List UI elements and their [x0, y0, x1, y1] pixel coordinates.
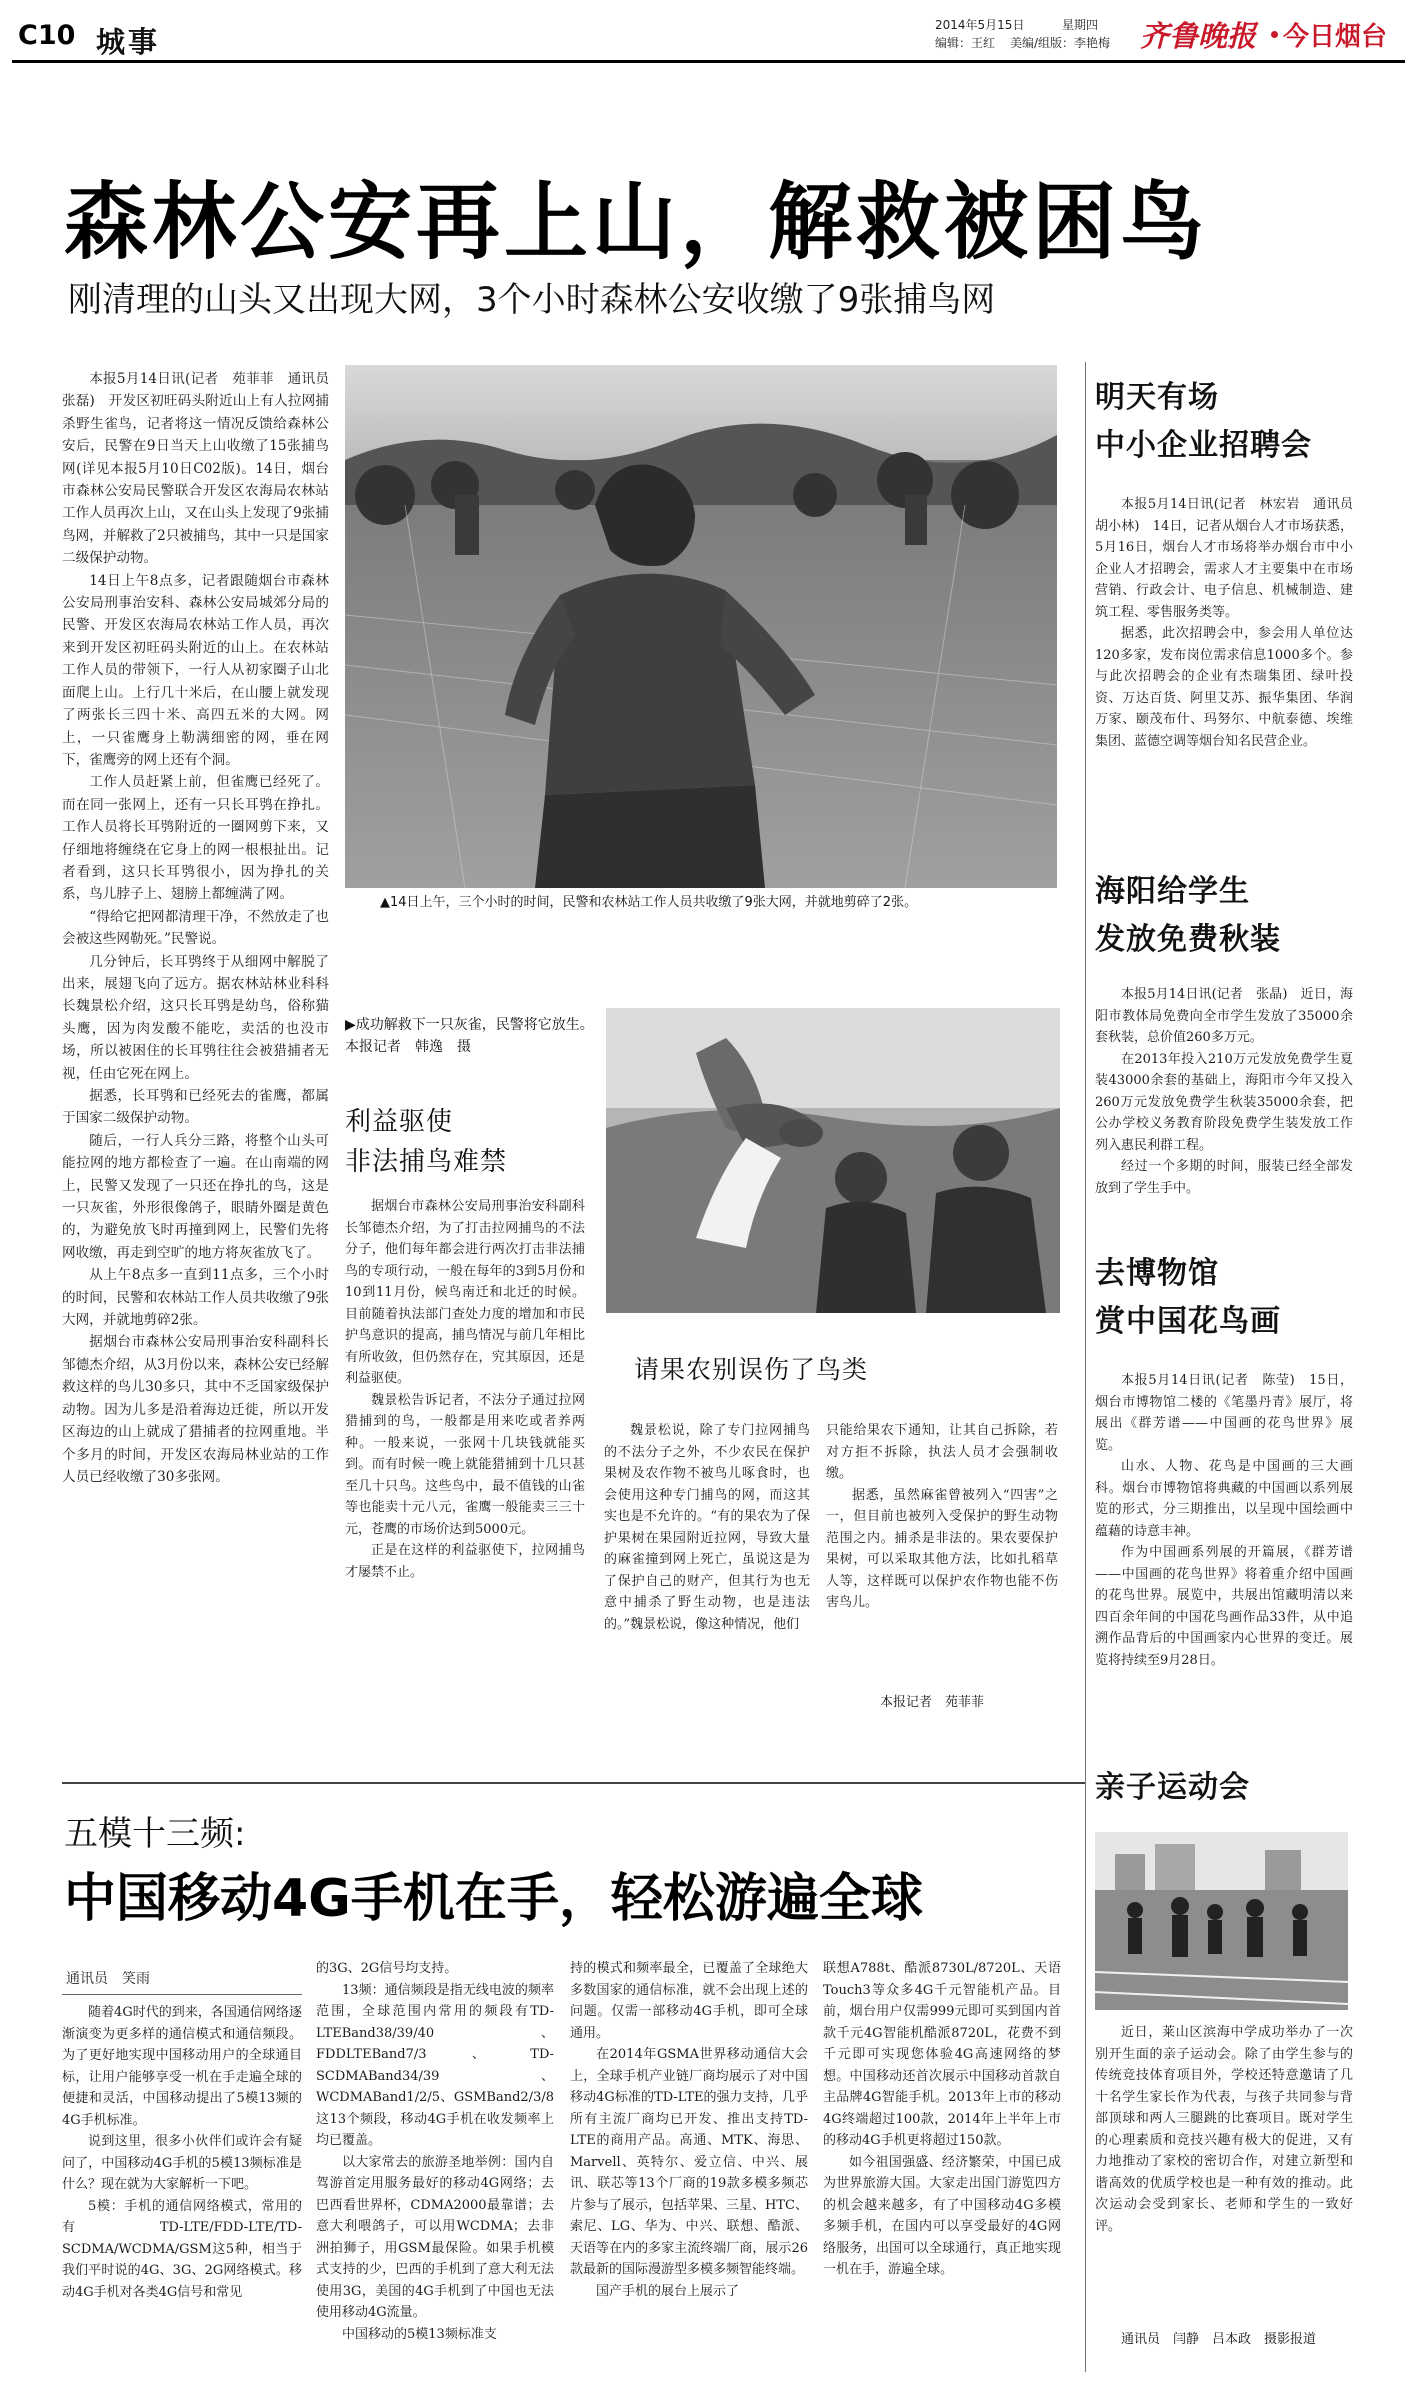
ad-paragraph: 说到这里，很多小伙伴们或许会有疑问了，中国移动4G手机的5模13频标准是什么？现在就为大家解析一下吧。 — [62, 2134, 302, 2192]
ad-headline: 中国移动4G手机在手，轻松游遍全球 — [64, 1869, 923, 1929]
column-divider — [1085, 1782, 1086, 2372]
ad-paragraph: 13频：通信频段是指无线电波的频率范围，全球范围内常用的频段有TD-LTEBand38/39/40、FDDLTEBand7/3、TD-SCDMABand34/39、WCDMABand1/2/5、GSMBand2/3/8这13个频段，移动4G手机在收发频率上均已覆盖。 — [316, 1982, 554, 2148]
lead-paragraph: 14日上午8点多，记者跟随烟台市森林公安局刑事治安科、森林公安局城郊分局的民警、开发区农海局农林站工作人员，再次来到开发区初旺码头附近的山上。在农林站工作人员的带领下，一行人从初家圈子山北面爬上山。上行几十米后，在山腰上就发现了两张长三四十米、高四五米的大网。网上，一只雀鹰身上勒满细密的网，垂在网下，雀鹰旁的网上还有个洞。 — [62, 572, 329, 768]
lead-story-column — [62, 368, 343, 1783]
ad-byline-rule — [62, 1994, 302, 1995]
ad-column-2 — [316, 1958, 554, 2372]
lead-headline: 森林公安再上山，解救被困鸟 — [64, 173, 1209, 271]
lead-paragraph: 几分钟后，长耳鸮终于从细网中解脱了出来，展翅飞向了远方。据农林站林业科科长魏景松介绍，这只长耳鸮是幼鸟，俗称猫头鹰，因为肉发酸不能吃，卖活的也没市场，所以被困住的长耳鸮往往会被猎捕者无视，任由它死在网上。 — [62, 953, 329, 1082]
sidebar-s2-title-a: 海阳给学生 — [1095, 874, 1250, 909]
ad-paragraph: 在2014年GSMA世界移动通信大会上，全球手机产业链厂商均展示了对中国移动4G标准的TD-LTE的强力支持，几乎所有主流厂商均已开发、推出支持TD-LTE的商用产品。高通、MTK、海思、Marvell、英特尔、爱立信、中兴、展讯、联芯等13个厂商的19款多模多频芯片参与了展示，包括苹果、三星、HTC、索尼、LG、华为、中兴、联想、酷派、天语等在内的多家主流终端厂商，展示26款最新的国际漫游型多模多频智能终端。 — [570, 2047, 808, 2277]
bird-release-illustration — [606, 1008, 1060, 1313]
section-name: 城事 — [96, 25, 161, 59]
sidebar-s1-title-a: 明天有场 — [1095, 380, 1219, 415]
sidebar-s2-title-b: 发放免费秋装 — [1095, 922, 1281, 957]
subhead-profit-title-a: 利益驱使 — [345, 1107, 454, 1137]
subhead-profit-title-b: 非法捕鸟难禁 — [345, 1147, 508, 1177]
ad-paragraph: 持的模式和频率最全，已覆盖了全球绝大多数国家的通信标准，就不会出现上述的问题。仅需一部移动4G手机，即可全球通用。 — [570, 1961, 808, 2041]
lead-paragraph: “得给它把网都清理干净，不然放走了也会被这些网勒死。”民警说。 — [62, 908, 329, 948]
lead-subhead: 刚清理的山头又出现大网，3个小时森林公安收缴了9张捕鸟网 — [68, 280, 996, 320]
lead-paragraph: 据烟台市森林公安局刑事治安科副科长邹德杰介绍，从3月份以来，森林公安已经解救这样的鸟儿30多只，其中不乏国家级保护动物。因为儿多是沿着海边迁徙，所以开发区海边的山上就成了猎捕者的拉网重地。半个多月的时间，开发区农海局林业站的工作人员已经收缴了30多张网。 — [62, 1334, 329, 1485]
lead-paragraph: 随后，一行人兵分三路，将整个山头可能拉网的地方都检查了一遍。在山南端的网上，民警又发现了一只还在挣扎的鸟，这是一只灰雀，外形很像鸽子，眼睛外圈是黄色的，为避免放飞时再撞到网上，民警们先将网收缴，再走到空旷的地方将灰雀放飞了。 — [62, 1132, 329, 1261]
farmers-byline: 本报记者 苑菲菲 — [880, 1695, 985, 1710]
header-date: 2014年5月15日 — [935, 18, 1025, 32]
sidebar-s3-body — [1095, 1370, 1353, 1730]
ad-paragraph: 国产手机的展台上展示了 — [596, 2283, 740, 2299]
ad-paragraph: 的3G、2G信号均支持。 — [316, 1961, 458, 1976]
lead-paragraph: 工作人员赶紧上前，但雀鹰已经死了。而在同一张网上，还有一只长耳鸮在挣扎。工作人员将长耳鸮附近的一圈网剪下来，又仔细地将缠绕在它身上的网一根根扯出。记者看到，这只长耳鸮很小，因为挣扎的关系，鸟儿脖子上、翅膀上都缠满了网。 — [62, 774, 329, 903]
profit-paragraph: 正是在这样的利益驱使下，拉网捕鸟才屡禁不止。 — [345, 1543, 585, 1580]
sidebar-s4-body — [1095, 2022, 1353, 2332]
subhead-profit-body — [345, 1196, 585, 1716]
sidebar-paragraph: 据悉，此次招聘会中，参会用人单位达120多家，发布岗位需求信息1000多个。参与此次招聘会的企业有杰瑞集团、绿叶投资、万达百货、阿里艾苏、振华集团、华润万家、颐茂布什、玛努尔、中航泰德、埃维集团、蓝德空调等烟台知名民营企业。 — [1095, 626, 1353, 749]
sidebar-paragraph: 经过一个多期的时间，服装已经全部发放到了学生手中。 — [1095, 1159, 1353, 1196]
edition-name: 今日烟台 — [1283, 22, 1388, 52]
ad-paragraph: 联想A788t、酷派8730L/8720L、天语Touch3等众多4G千元智能机产品。目前，烟台用户仅需999元即可买到国内首款千元4G智能机酷派8720L，花费不到千元即可实现您体验4G高速网络的梦想。中国移动还首次展示中国移动首款自主品牌4G智能手机。2013年上市的移动4G终端超过100款，2014年上半年上市的移动4G手机更将超过150款。 — [823, 1961, 1061, 2148]
lead-photo-officer-with-net — [345, 365, 1057, 888]
ad-paragraph: 中国移动的5模13频标准支 — [342, 2326, 497, 2342]
bird-release-photo — [606, 1008, 1060, 1313]
lead-paragraph: 从上午8点多一直到11点多，三个小时的时间，民警和农林站工作人员共收缴了9张大网，并就地剪碎2张。 — [62, 1267, 329, 1329]
ad-column-1 — [62, 2002, 302, 2372]
lead-photo-caption: ▲14日上午，三个小时的时间，民警和农林站工作人员共收缴了9张大网，并就地剪碎了2张。 — [380, 895, 918, 910]
profit-paragraph: 魏景松告诉记者，不法分子通过拉网猎捕到的鸟，一般都是用来吃或者养两种。一般来说，一张网十几块钱就能买到。而有时候一晚上就能猎捕到十几只甚至几十只鸟。这些鸟中，最不值钱的山雀等也能卖十元八元，雀鹰一般能卖三三十元，苍鹰的市场价达到5000元。 — [345, 1392, 585, 1537]
sidebar-paragraph: 作为中国画系列展的开篇展，《群芳谱——中国画的花鸟世界》将着重介绍中国画的花鸟世界。展览中，共展出馆藏明清以来四百余年间的中国花鸟画作品33件，从中追溯作品背后的中国画家内心世界的变迁。展览将持续至9月28日。 — [1095, 1545, 1353, 1668]
sports-meeting-photo — [1095, 1832, 1348, 2010]
sidebar-paragraph: 在2013年投入210万元发放免费学生夏装43000余套的基础上，海阳市今年又投入260万元发放免费学生秋装35000余套，把公办学校义务教育阶段免费学生装发放工作列入惠民利群工程。 — [1095, 1051, 1353, 1153]
lead-paragraph: 本报5月14日讯(记者 苑菲菲 通讯员 张磊) 开发区初旺码头附近山上有人拉网捕杀野生雀鸟，记者将这一情况反馈给森林公安后，民警在9日当天上山收缴了15张捕鸟网(详见本报5月10日C02版)。14日，烟台市森林公安局民警联合开发区农海局农林站工作人员再次上山，又在山头上发现了9张捕鸟网，并解救了2只被捕鸟，其中一只是国家二级保护动物。 — [62, 371, 343, 567]
sidebar-s2-body — [1095, 984, 1353, 1224]
sidebar-s1-body — [1095, 494, 1367, 836]
ad-column-4 — [823, 1958, 1061, 2372]
sidebar-s1-title-b: 中小企业招聘会 — [1095, 428, 1312, 463]
sidebar-s4-byline: 通讯员 闫静 吕本政 摄影报道 — [1121, 2332, 1317, 2347]
brand-logo: 齐鲁晚报 — [1140, 19, 1257, 53]
sidebar-s3-title-a: 去博物馆 — [1095, 1256, 1219, 1291]
lead-photo-illustration — [345, 365, 1057, 888]
ad-paragraph: 如今祖国强盛、经济繁荣，中国已成为世界旅游大国。大家走出国门游览四方的机会越来越多，有了中国移动4G多模多频手机，在国内可以享受最好的4G网络服务，出国可以全球通行，真正地实现一机在手，游遍全球。 — [823, 2154, 1061, 2277]
sidebar-paragraph: 本报5月14日讯(记者 张晶) 近日，海阳市教体局免费向全市学生发放了35000余套秋装，总价值260多万元。 — [1095, 987, 1353, 1045]
sidebar — [1095, 362, 1407, 2372]
bird-release-caption: ▶成功解救下一只灰雀，民警将它放生。 本报记者 韩逸 摄 — [345, 1017, 601, 1055]
ad-paragraph: 以大家常去的旅游圣地举例：国内自驾游首定用服务最好的移动4G网络；去巴西看世界杯，CDMA2000最靠谱；去意大利喂鸽子，可以用WCDMA；去非洲拍狮子，用GSM最保险。如果手机模式支持的少，巴西的手机到了意大利无法使用3G，美国的4G手机到了中国也无法使用移动4G流量。 — [316, 2154, 554, 2320]
ad-column-3 — [570, 1958, 808, 2372]
sports-meeting-illustration — [1095, 1832, 1348, 2010]
farmers-paragraph: 魏景松说，除了专门拉网捕鸟的不法分子之外，不少农民在保护果树及农作物不被鸟儿啄食时，也会使用这种专门捕鸟的网，而这其实也是不允许的。“有的果农为了保护果树在果园附近拉网，导致大量的麻雀撞到网上死亡，虽说这是为了保护自己的财产，但其行为也无意中捕杀了野生动物，也是违法的。”魏景松说，像这种情况，他们 — [604, 1423, 810, 1632]
header-design: 美编/组版：李艳梅 — [1010, 36, 1111, 50]
sidebar-paragraph: 本报5月14日讯(记者 林宏岩 通讯员 胡小林) 14日，记者从烟台人才市场获悉，5月16日，烟台人才市场将举办烟台市中小企业人才招聘会，需求人才主要集中在市场营销、行政会计、电子信息、机械制造、建筑工程、零售服务类等。 — [1095, 497, 1367, 620]
page-number: C10 — [18, 20, 76, 51]
header-rule — [12, 60, 1405, 63]
subhead-farmers-title: 请果农别误伤了鸟类 — [634, 1355, 869, 1384]
brand-dot — [1271, 31, 1278, 38]
farmers-paragraph: 只能给果农下通知，让其自己拆除，若对方拒不拆除，执法人员才会强制收缴。 — [826, 1423, 1058, 1481]
farmers-paragraph: 据悉，虽然麻雀曾被列入“四害”之一，但目前也被列入受保护的野生动物范围之内。捕杀是非法的。果农要保护果树，可以采取其他方法，比如扎稻草人等，这样既可以保护农作物也能不伤害鸟儿。 — [826, 1487, 1058, 1610]
subhead-farmers-body-left — [604, 1420, 810, 1710]
ad-byline: 通讯员 笑雨 — [66, 1971, 150, 1987]
ad-paragraph: 5模：手机的通信网络模式，常用的有TD-LTE/FDD-LTE/TD-SCDMA/WCDMA/GSM这5种，相当于我们平时说的4G、3G、2G网络模式。移动4G手机对各类4G信号和常见 — [62, 2198, 302, 2300]
ad-kicker: 五模十三频: — [64, 1814, 246, 1854]
section-divider — [62, 1782, 1085, 1784]
sidebar-paragraph: 山水、人物、花鸟是中国画的三大画科。烟台市博物馆将典藏的中国画以系列展览的形式，分三期推出，以呈现中国绘画中蕴藉的诗意丰神。 — [1095, 1459, 1353, 1539]
header-weekday: 星期四 — [1062, 18, 1099, 32]
sidebar-s3-title-b: 赏中国花鸟画 — [1095, 1304, 1281, 1339]
ad-paragraph: 随着4G时代的到来，各国通信网络逐渐演变为更多样的通信模式和通信频段。为了更好地实现中国移动用户的全球通目标，让用户能够享受一机在手走遍全球的便捷和灵活，中国移动提出了5模13频的4G手机标准。 — [62, 2005, 302, 2128]
header-editor: 编辑：王红 — [935, 36, 996, 50]
sidebar-paragraph: 本报5月14日讯(记者 陈莹) 15日，烟台市博物馆二楼的《笔墨丹青》展厅，将展出《群芳谱——中国画的花鸟世界》展览。 — [1095, 1373, 1353, 1453]
sidebar-paragraph: 近日，莱山区滨海中学成功举办了一次别开生面的亲子运动会。除了由学生参与的传统竞技体育项目外，学校还特意邀请了几十名学生家长作为代表，与孩子共同参与背部顶球和两人三腿跳的比赛项目。既对学生的心理素质和竞技兴趣有极大的促进，又有力地推动了家校的密切合作，对建立新型和谐高效的优质学校也是一种有效的推动。此次运动会受到家长、老师和学生的一致好评。 — [1095, 2025, 1353, 2234]
profit-paragraph: 据烟台市森林公安局刑事治安科副科长邹德杰介绍，为了打击拉网捕鸟的不法分子，他们每年都会进行两次打击非法捕鸟的专项行动，一般在每年的3到5月份和10到11月份，候鸟南迁和北迁的时候。目前随着执法部门查处力度的增加和市民护鸟意识的提高，捕鸟情况与前几年相比有所收敛，但仍然存在，究其原因，还是利益驱使。 — [345, 1199, 585, 1386]
sidebar-s4-title: 亲子运动会 — [1095, 1770, 1250, 1805]
column-divider — [1085, 362, 1086, 1782]
subhead-farmers-body-right — [826, 1420, 1058, 1682]
lead-paragraph: 据悉，长耳鸮和已经死去的雀鹰，都属于国家二级保护动物。 — [62, 1088, 329, 1127]
